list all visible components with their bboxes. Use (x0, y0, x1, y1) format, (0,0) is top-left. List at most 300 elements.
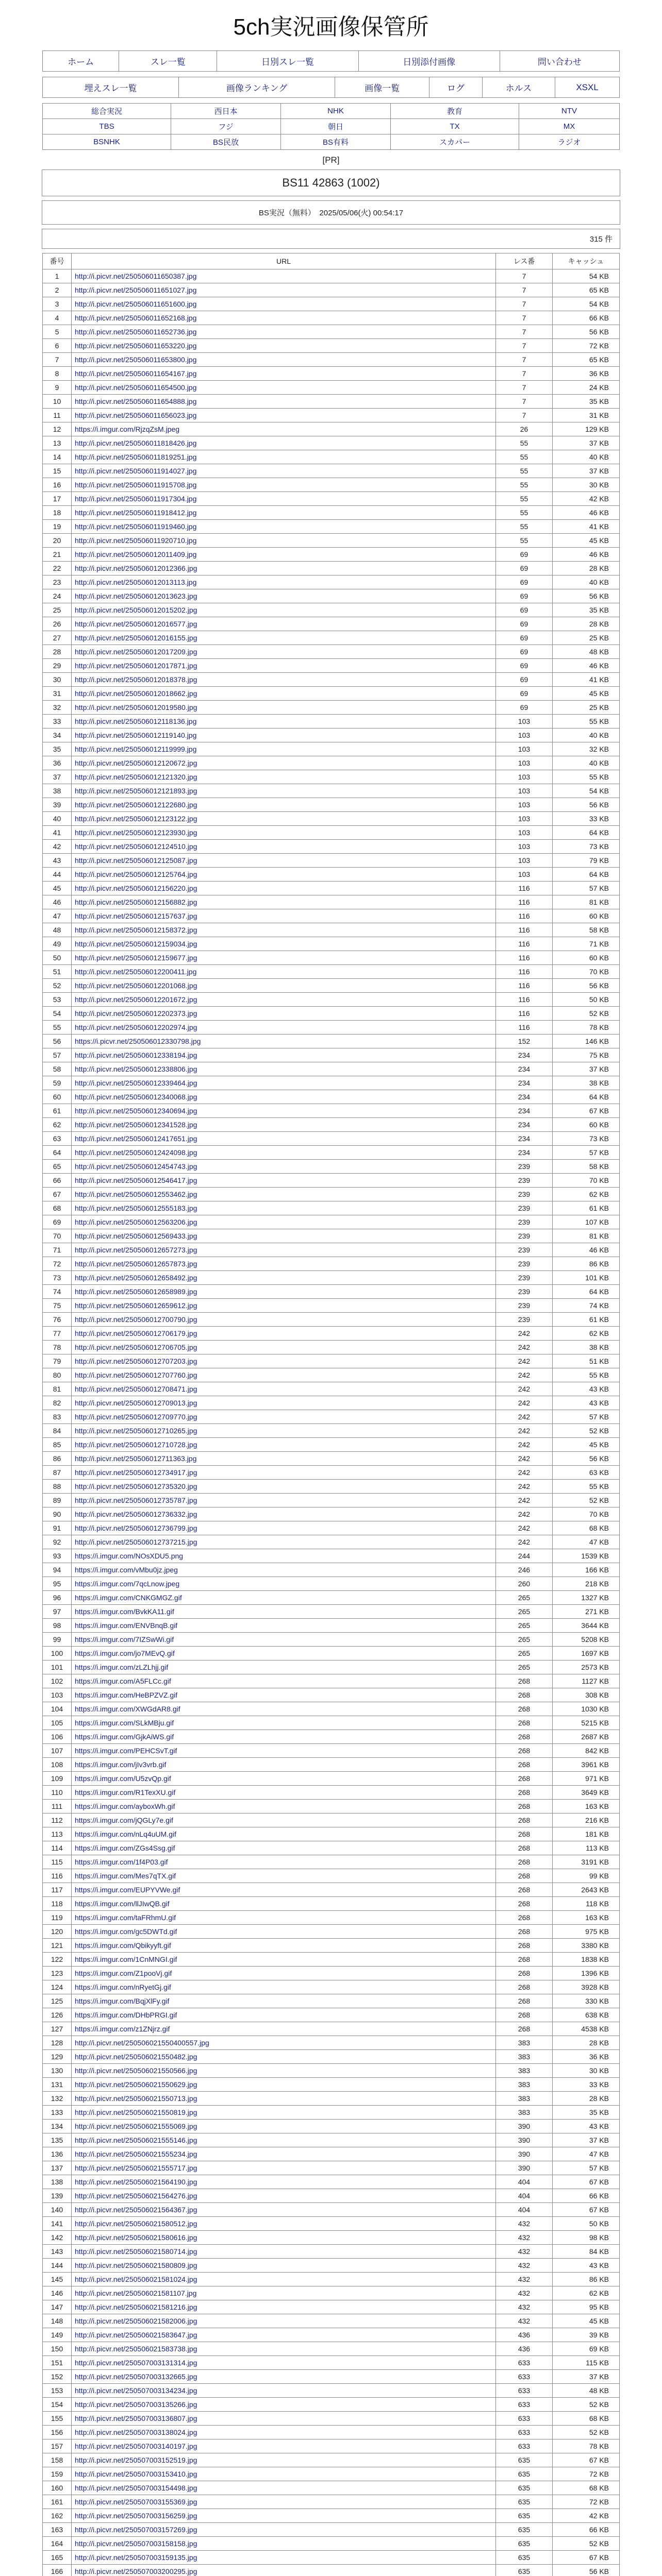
row-cache-size[interactable]: 2573 KB (553, 1660, 620, 1674)
row-res-number[interactable]: 242 (496, 1452, 553, 1466)
menu-xsxl[interactable]: XSXL (555, 77, 620, 98)
image-url-link[interactable]: http://i.picvr.net/250506012569433.jpg (75, 1232, 197, 1240)
image-url-link[interactable]: http://i.picvr.net/250506012341528.jpg (75, 1121, 197, 1129)
image-url-link[interactable]: https://i.imgur.com/CNKGMGZ.gif (75, 1594, 182, 1602)
image-url-link[interactable]: http://i.picvr.net/250506011653800.jpg (75, 355, 197, 364)
row-res-number[interactable]: 152 (496, 1035, 553, 1048)
row-res-number[interactable]: 268 (496, 1967, 553, 1980)
row-res-number[interactable]: 635 (496, 2565, 553, 2576)
row-cache-size[interactable]: 3928 KB (553, 1980, 620, 1994)
row-res-number[interactable]: 268 (496, 2008, 553, 2022)
row-cache-size[interactable]: 38 KB (553, 1341, 620, 1354)
image-url-link[interactable]: http://i.picvr.net/250506011654888.jpg (75, 397, 197, 405)
image-url-link[interactable]: http://i.picvr.net/250506021550713.jpg (75, 2094, 197, 2103)
row-res-number[interactable]: 633 (496, 2384, 553, 2398)
row-cache-size[interactable]: 129 KB (553, 422, 620, 436)
row-res-number[interactable]: 26 (496, 422, 553, 436)
row-cache-size[interactable]: 66 KB (553, 2189, 620, 2203)
row-res-number[interactable]: 268 (496, 1716, 553, 1730)
image-url-link[interactable]: http://i.picvr.net/250506011652168.jpg (75, 314, 197, 322)
image-url-link[interactable]: http://i.picvr.net/250506012015202.jpg (75, 606, 197, 614)
row-cache-size[interactable]: 166 KB (553, 1563, 620, 1577)
row-cache-size[interactable]: 118 KB (553, 1897, 620, 1911)
image-url-link[interactable]: http://i.picvr.net/250506012122680.jpg (75, 801, 197, 809)
row-cache-size[interactable]: 61 KB (553, 1201, 620, 1215)
image-url-link[interactable]: http://i.picvr.net/250506021564190.jpg (75, 2178, 197, 2186)
row-cache-size[interactable]: 28 KB (553, 562, 620, 575)
row-res-number[interactable]: 239 (496, 1271, 553, 1285)
image-url-link[interactable]: http://i.picvr.net/250506012735787.jpg (75, 1496, 197, 1504)
menu-thread-list[interactable]: スレ一覧 (119, 51, 217, 72)
row-res-number[interactable]: 265 (496, 1619, 553, 1633)
row-res-number[interactable]: 383 (496, 2106, 553, 2120)
row-cache-size[interactable]: 50 KB (553, 2217, 620, 2231)
row-res-number[interactable]: 69 (496, 575, 553, 589)
image-url-link[interactable]: https://i.imgur.com/BvkKA11.gif (75, 1607, 174, 1616)
row-res-number[interactable]: 55 (496, 534, 553, 548)
row-res-number[interactable]: 383 (496, 2092, 553, 2106)
row-res-number[interactable]: 268 (496, 1953, 553, 1967)
menu-log[interactable]: ログ (429, 77, 482, 98)
image-url-link[interactable]: http://i.picvr.net/250506021581107.jpg (75, 2289, 197, 2297)
image-url-link[interactable]: http://i.picvr.net/250506012125087.jpg (75, 856, 197, 865)
image-url-link[interactable]: https://i.imgur.com/gc5DWTd.gif (75, 1927, 177, 1936)
row-cache-size[interactable]: 72 KB (553, 2495, 620, 2509)
row-res-number[interactable]: 635 (496, 2523, 553, 2537)
row-cache-size[interactable]: 61 KB (553, 1313, 620, 1327)
image-url-link[interactable]: http://i.picvr.net/250506012339464.jpg (75, 1079, 197, 1087)
row-cache-size[interactable]: 71 KB (553, 937, 620, 951)
row-res-number[interactable]: 635 (496, 2537, 553, 2551)
row-res-number[interactable]: 242 (496, 1382, 553, 1396)
row-cache-size[interactable]: 146 KB (553, 1035, 620, 1048)
row-cache-size[interactable]: 37 KB (553, 2370, 620, 2384)
image-url-link[interactable]: http://i.picvr.net/250506012016577.jpg (75, 620, 197, 628)
row-cache-size[interactable]: 33 KB (553, 812, 620, 826)
row-cache-size[interactable]: 57 KB (553, 1146, 620, 1160)
row-res-number[interactable]: 7 (496, 311, 553, 325)
row-res-number[interactable]: 69 (496, 548, 553, 562)
row-cache-size[interactable]: 39 KB (553, 2328, 620, 2342)
channel-link[interactable]: ラジオ (519, 134, 620, 150)
row-cache-size[interactable]: 107 KB (553, 1215, 620, 1229)
image-url-link[interactable]: http://i.picvr.net/250506012736799.jpg (75, 1524, 197, 1532)
image-url-link[interactable]: http://i.picvr.net/250506021550819.jpg (75, 2108, 197, 2116)
row-cache-size[interactable]: 51 KB (553, 1354, 620, 1368)
image-url-link[interactable]: http://i.picvr.net/250506012735320.jpg (75, 1482, 197, 1490)
row-res-number[interactable]: 242 (496, 1507, 553, 1521)
image-url-link[interactable]: http://i.picvr.net/250506021550482.jpg (75, 2053, 197, 2061)
row-res-number[interactable]: 633 (496, 2439, 553, 2453)
image-url-link[interactable]: https://i.imgur.com/ayboxWh.gif (75, 1802, 175, 1810)
row-cache-size[interactable]: 68 KB (553, 2481, 620, 2495)
row-cache-size[interactable]: 1539 KB (553, 1549, 620, 1563)
row-cache-size[interactable]: 48 KB (553, 2384, 620, 2398)
row-cache-size[interactable]: 98 KB (553, 2231, 620, 2245)
image-url-link[interactable]: https://i.imgur.com/vMbu0jz.jpeg (75, 1566, 178, 1574)
image-url-link[interactable]: https://i.imgur.com/DHbPRGI.gif (75, 2011, 177, 2019)
row-cache-size[interactable]: 56 KB (553, 979, 620, 993)
image-url-link[interactable]: http://i.picvr.net/250506012125764.jpg (75, 870, 197, 878)
row-res-number[interactable]: 69 (496, 631, 553, 645)
row-cache-size[interactable]: 54 KB (553, 784, 620, 798)
image-url-link[interactable]: http://i.picvr.net/250506012013113.jpg (75, 578, 197, 586)
image-url-link[interactable]: http://i.picvr.net/250507003152519.jpg (75, 2456, 197, 2464)
image-url-link[interactable]: http://i.picvr.net/250506021564276.jpg (75, 2192, 197, 2200)
row-res-number[interactable]: 7 (496, 381, 553, 395)
row-res-number[interactable]: 116 (496, 1007, 553, 1021)
channel-link[interactable]: BSNHK (43, 134, 171, 150)
row-cache-size[interactable]: 69 KB (553, 2342, 620, 2356)
image-url-link[interactable]: http://i.picvr.net/250506012659612.jpg (75, 1301, 197, 1310)
image-url-link[interactable]: http://i.picvr.net/250506012159034.jpg (75, 940, 197, 948)
row-cache-size[interactable]: 46 KB (553, 506, 620, 520)
row-res-number[interactable]: 103 (496, 770, 553, 784)
row-cache-size[interactable]: 45 KB (553, 687, 620, 701)
row-cache-size[interactable]: 46 KB (553, 659, 620, 673)
row-cache-size[interactable]: 64 KB (553, 1285, 620, 1299)
row-cache-size[interactable]: 56 KB (553, 325, 620, 339)
row-res-number[interactable]: 242 (496, 1438, 553, 1452)
image-url-link[interactable]: https://i.imgur.com/z1ZNjrz.gif (75, 2025, 170, 2033)
row-cache-size[interactable]: 40 KB (553, 756, 620, 770)
channel-link[interactable]: スカパー (390, 134, 519, 150)
row-cache-size[interactable]: 25 KB (553, 701, 620, 715)
image-url-link[interactable]: http://i.picvr.net/250507003131314.jpg (75, 2359, 197, 2367)
image-url-link[interactable]: https://i.imgur.com/R1TexXU.gif (75, 1788, 176, 1797)
row-cache-size[interactable]: 55 KB (553, 1480, 620, 1494)
row-cache-size[interactable]: 43 KB (553, 1382, 620, 1396)
row-cache-size[interactable]: 38 KB (553, 1076, 620, 1090)
image-url-link[interactable]: http://i.picvr.net/250506011651027.jpg (75, 286, 197, 294)
row-res-number[interactable]: 116 (496, 909, 553, 923)
image-url-link[interactable]: https://i.imgur.com/HeBPZVZ.gif (75, 1691, 178, 1699)
row-cache-size[interactable]: 73 KB (553, 840, 620, 854)
image-url-link[interactable]: http://i.picvr.net/250507003136807.jpg (75, 2414, 197, 2422)
row-cache-size[interactable]: 3380 KB (553, 1939, 620, 1953)
image-url-link[interactable]: http://i.picvr.net/250506012119999.jpg (75, 745, 197, 753)
row-res-number[interactable]: 239 (496, 1243, 553, 1257)
image-url-link[interactable]: http://i.picvr.net/250506021555069.jpg (75, 2122, 197, 2130)
row-res-number[interactable]: 404 (496, 2203, 553, 2217)
image-url-link[interactable]: http://i.picvr.net/250507003155369.jpg (75, 2498, 197, 2506)
image-url-link[interactable]: https://i.imgur.com/Mes7qTX.gif (75, 1872, 176, 1880)
image-url-link[interactable]: https://i.imgur.com/ENVBnqB.gif (75, 1621, 178, 1630)
image-url-link[interactable]: https://i.imgur.com/nLq4uUM.gif (75, 1830, 176, 1838)
channel-link[interactable]: 朝日 (281, 119, 391, 134)
image-url-link[interactable]: https://i.imgur.com/XWGdAR8.gif (75, 1705, 180, 1713)
image-url-link[interactable]: http://i.picvr.net/250506021550400557.jpg (75, 2039, 209, 2047)
row-res-number[interactable]: 383 (496, 2036, 553, 2050)
image-url-link[interactable]: http://i.picvr.net/250506012707760.jpg (75, 1371, 197, 1379)
row-res-number[interactable]: 633 (496, 2370, 553, 2384)
image-url-link[interactable]: http://i.picvr.net/250506012709013.jpg (75, 1399, 197, 1407)
row-res-number[interactable]: 432 (496, 2273, 553, 2286)
row-cache-size[interactable]: 2687 KB (553, 1730, 620, 1744)
row-cache-size[interactable]: 42 KB (553, 2509, 620, 2523)
row-res-number[interactable]: 7 (496, 325, 553, 339)
thread-title[interactable]: BS11 42863 (1002) (42, 170, 620, 196)
channel-link[interactable]: TX (390, 119, 519, 134)
row-cache-size[interactable]: 35 KB (553, 2106, 620, 2120)
row-cache-size[interactable]: 28 KB (553, 2036, 620, 2050)
row-cache-size[interactable]: 73 KB (553, 1132, 620, 1146)
row-res-number[interactable]: 116 (496, 965, 553, 979)
row-res-number[interactable]: 103 (496, 840, 553, 854)
row-res-number[interactable]: 268 (496, 1925, 553, 1939)
row-res-number[interactable]: 242 (496, 1480, 553, 1494)
row-cache-size[interactable]: 40 KB (553, 575, 620, 589)
row-cache-size[interactable]: 1697 KB (553, 1647, 620, 1660)
row-res-number[interactable]: 55 (496, 464, 553, 478)
image-url-link[interactable]: http://i.picvr.net/250506012017871.jpg (75, 662, 197, 670)
channel-link[interactable]: NHK (281, 104, 391, 119)
image-url-link[interactable]: http://i.picvr.net/250506012338806.jpg (75, 1065, 197, 1073)
image-url-link[interactable]: http://i.picvr.net/250506011656023.jpg (75, 411, 197, 419)
row-cache-size[interactable]: 24 KB (553, 381, 620, 395)
image-url-link[interactable]: http://i.picvr.net/250506021581216.jpg (75, 2303, 197, 2311)
row-cache-size[interactable]: 74 KB (553, 1299, 620, 1313)
image-url-link[interactable]: http://i.picvr.net/250506012201068.jpg (75, 981, 197, 990)
row-cache-size[interactable]: 52 KB (553, 1424, 620, 1438)
row-res-number[interactable]: 239 (496, 1201, 553, 1215)
row-res-number[interactable]: 239 (496, 1188, 553, 1201)
row-cache-size[interactable]: 66 KB (553, 311, 620, 325)
row-cache-size[interactable]: 216 KB (553, 1814, 620, 1827)
image-url-link[interactable]: http://i.picvr.net/250506021580616.jpg (75, 2233, 197, 2242)
row-res-number[interactable]: 383 (496, 2064, 553, 2078)
row-cache-size[interactable]: 30 KB (553, 478, 620, 492)
row-cache-size[interactable]: 60 KB (553, 909, 620, 923)
row-res-number[interactable]: 390 (496, 2161, 553, 2175)
image-url-link[interactable]: http://i.picvr.net/250506012709770.jpg (75, 1413, 197, 1421)
row-res-number[interactable]: 436 (496, 2342, 553, 2356)
row-cache-size[interactable]: 45 KB (553, 1438, 620, 1452)
image-url-link[interactable]: http://i.picvr.net/250506021550566.jpg (75, 2066, 197, 2075)
row-res-number[interactable]: 7 (496, 283, 553, 297)
row-cache-size[interactable]: 46 KB (553, 1243, 620, 1257)
row-cache-size[interactable]: 32 KB (553, 742, 620, 756)
row-res-number[interactable]: 103 (496, 826, 553, 840)
row-res-number[interactable]: 268 (496, 1800, 553, 1814)
row-res-number[interactable]: 234 (496, 1076, 553, 1090)
row-cache-size[interactable]: 60 KB (553, 951, 620, 965)
image-url-link[interactable]: http://i.picvr.net/250506012658989.jpg (75, 1287, 197, 1296)
image-url-link[interactable]: http://i.picvr.net/250506021582006.jpg (75, 2317, 197, 2325)
image-url-link[interactable]: http://i.picvr.net/250506012201672.jpg (75, 995, 197, 1004)
row-res-number[interactable]: 116 (496, 1021, 553, 1035)
row-res-number[interactable]: 268 (496, 1994, 553, 2008)
row-cache-size[interactable]: 330 KB (553, 1994, 620, 2008)
image-url-link[interactable]: http://i.picvr.net/250506011819251.jpg (75, 453, 197, 461)
row-cache-size[interactable]: 163 KB (553, 1800, 620, 1814)
row-res-number[interactable]: 234 (496, 1118, 553, 1132)
row-cache-size[interactable]: 41 KB (553, 673, 620, 687)
row-res-number[interactable]: 103 (496, 715, 553, 728)
row-res-number[interactable]: 234 (496, 1104, 553, 1118)
row-cache-size[interactable]: 1030 KB (553, 1702, 620, 1716)
row-cache-size[interactable]: 971 KB (553, 1772, 620, 1786)
image-url-link[interactable]: http://i.picvr.net/250506011654167.jpg (75, 369, 197, 378)
row-res-number[interactable]: 265 (496, 1660, 553, 1674)
row-res-number[interactable]: 242 (496, 1368, 553, 1382)
row-res-number[interactable]: 268 (496, 1744, 553, 1758)
image-url-link[interactable]: http://i.picvr.net/250506012546417.jpg (75, 1176, 197, 1184)
row-cache-size[interactable]: 64 KB (553, 826, 620, 840)
row-res-number[interactable]: 242 (496, 1424, 553, 1438)
row-res-number[interactable]: 432 (496, 2300, 553, 2314)
row-cache-size[interactable]: 35 KB (553, 603, 620, 617)
image-url-link[interactable]: http://i.picvr.net/250507003156259.jpg (75, 2512, 197, 2520)
row-cache-size[interactable]: 56 KB (553, 798, 620, 812)
image-url-link[interactable]: http://i.picvr.net/250506012700790.jpg (75, 1315, 197, 1324)
row-cache-size[interactable]: 86 KB (553, 1257, 620, 1271)
row-cache-size[interactable]: 46 KB (553, 548, 620, 562)
row-res-number[interactable]: 268 (496, 1688, 553, 1702)
image-url-link[interactable]: http://i.picvr.net/250506011919460.jpg (75, 522, 197, 531)
row-res-number[interactable]: 432 (496, 2245, 553, 2259)
row-res-number[interactable]: 239 (496, 1215, 553, 1229)
row-cache-size[interactable]: 181 KB (553, 1827, 620, 1841)
site-title[interactable]: 5ch実況画像保管所 (233, 14, 429, 40)
image-url-link[interactable]: https://i.imgur.com/BqjXlFy.gif (75, 1997, 170, 2005)
row-cache-size[interactable]: 35 KB (553, 395, 620, 409)
row-res-number[interactable]: 69 (496, 687, 553, 701)
row-res-number[interactable]: 432 (496, 2231, 553, 2245)
row-res-number[interactable]: 383 (496, 2050, 553, 2064)
menu-daily-thread-list[interactable]: 日別スレ一覧 (217, 51, 358, 72)
row-cache-size[interactable]: 57 KB (553, 2161, 620, 2175)
image-url-link[interactable]: http://i.picvr.net/250506012123930.jpg (75, 828, 197, 837)
row-cache-size[interactable]: 47 KB (553, 1535, 620, 1549)
row-res-number[interactable]: 432 (496, 2314, 553, 2328)
image-url-link[interactable]: http://i.picvr.net/250506021550629.jpg (75, 2080, 197, 2089)
row-res-number[interactable]: 635 (496, 2495, 553, 2509)
image-url-link[interactable]: http://i.picvr.net/250506012338194.jpg (75, 1051, 197, 1059)
image-url-link[interactable]: http://i.picvr.net/250506011652736.jpg (75, 328, 197, 336)
row-res-number[interactable]: 633 (496, 2426, 553, 2439)
image-url-link[interactable]: https://i.imgur.com/PEHCSvT.gif (75, 1747, 177, 1755)
row-res-number[interactable]: 268 (496, 1883, 553, 1897)
row-res-number[interactable]: 635 (496, 2509, 553, 2523)
image-url-link[interactable]: http://i.picvr.net/250506012553462.jpg (75, 1190, 197, 1198)
image-url-link[interactable]: http://i.picvr.net/250506011917304.jpg (75, 495, 197, 503)
row-cache-size[interactable]: 218 KB (553, 1577, 620, 1591)
row-cache-size[interactable]: 43 KB (553, 1396, 620, 1410)
row-res-number[interactable]: 635 (496, 2551, 553, 2565)
row-cache-size[interactable]: 63 KB (553, 1466, 620, 1480)
image-url-link[interactable]: https://i.imgur.com/GjkAiWS.gif (75, 1733, 174, 1741)
row-res-number[interactable]: 404 (496, 2175, 553, 2189)
row-res-number[interactable]: 103 (496, 854, 553, 868)
row-cache-size[interactable]: 95 KB (553, 2300, 620, 2314)
row-res-number[interactable]: 116 (496, 979, 553, 993)
image-url-link[interactable]: http://i.picvr.net/250507003132665.jpg (75, 2372, 197, 2381)
image-url-link[interactable]: http://i.picvr.net/250506012017209.jpg (75, 648, 197, 656)
row-cache-size[interactable]: 52 KB (553, 2537, 620, 2551)
row-cache-size[interactable]: 975 KB (553, 1925, 620, 1939)
row-cache-size[interactable]: 78 KB (553, 2439, 620, 2453)
row-res-number[interactable]: 244 (496, 1549, 553, 1563)
row-cache-size[interactable]: 842 KB (553, 1744, 620, 1758)
menu-image-ranking[interactable]: 画像ランキング (179, 77, 335, 98)
row-res-number[interactable]: 268 (496, 1855, 553, 1869)
row-res-number[interactable]: 69 (496, 589, 553, 603)
image-url-link[interactable]: http://i.picvr.net/250507003134234.jpg (75, 2386, 197, 2395)
row-res-number[interactable]: 633 (496, 2398, 553, 2412)
image-url-link[interactable]: http://i.picvr.net/250506012711363.jpg (75, 1454, 197, 1463)
row-res-number[interactable]: 432 (496, 2259, 553, 2273)
image-url-link[interactable]: http://i.picvr.net/250506012710728.jpg (75, 1440, 197, 1449)
row-cache-size[interactable]: 40 KB (553, 728, 620, 742)
row-cache-size[interactable]: 60 KB (553, 1118, 620, 1132)
row-cache-size[interactable]: 5215 KB (553, 1716, 620, 1730)
menu-image-list[interactable]: 画像一覧 (335, 77, 429, 98)
row-res-number[interactable]: 55 (496, 436, 553, 450)
row-cache-size[interactable]: 40 KB (553, 450, 620, 464)
row-res-number[interactable]: 234 (496, 1048, 553, 1062)
image-url-link[interactable]: https://i.imgur.com/jIv3vrb.gif (75, 1760, 167, 1769)
row-res-number[interactable]: 69 (496, 701, 553, 715)
menu-buried-thread-list[interactable]: 埋えスレ一覧 (43, 77, 179, 98)
row-res-number[interactable]: 242 (496, 1354, 553, 1368)
row-res-number[interactable]: 55 (496, 478, 553, 492)
row-cache-size[interactable]: 45 KB (553, 534, 620, 548)
row-res-number[interactable]: 116 (496, 993, 553, 1007)
image-url-link[interactable]: http://i.picvr.net/250506011920710.jpg (75, 536, 197, 545)
row-res-number[interactable]: 633 (496, 2356, 553, 2370)
row-cache-size[interactable]: 67 KB (553, 2551, 620, 2565)
row-cache-size[interactable]: 42 KB (553, 492, 620, 506)
image-url-link[interactable]: http://i.picvr.net/250507003135266.jpg (75, 2400, 197, 2409)
image-url-link[interactable]: http://i.picvr.net/250506011651600.jpg (75, 300, 197, 308)
row-cache-size[interactable]: 56 KB (553, 2565, 620, 2576)
row-res-number[interactable]: 268 (496, 1841, 553, 1855)
row-res-number[interactable]: 268 (496, 2022, 553, 2036)
row-cache-size[interactable]: 45 KB (553, 2314, 620, 2328)
row-res-number[interactable]: 242 (496, 1494, 553, 1507)
image-url-link[interactable]: http://i.picvr.net/250506012340068.jpg (75, 1093, 197, 1101)
channel-link[interactable]: BS有料 (281, 134, 391, 150)
image-url-link[interactable]: http://i.picvr.net/250506012706705.jpg (75, 1343, 197, 1351)
image-url-link[interactable]: http://i.picvr.net/250506012018378.jpg (75, 675, 197, 684)
row-cache-size[interactable]: 37 KB (553, 2133, 620, 2147)
row-res-number[interactable]: 260 (496, 1577, 553, 1591)
image-url-link[interactable]: https://i.picvr.net/250506012330798.jpg (75, 1037, 201, 1045)
row-cache-size[interactable]: 31 KB (553, 409, 620, 422)
row-cache-size[interactable]: 68 KB (553, 1521, 620, 1535)
row-res-number[interactable]: 239 (496, 1299, 553, 1313)
row-cache-size[interactable]: 67 KB (553, 2175, 620, 2189)
row-res-number[interactable]: 268 (496, 1772, 553, 1786)
row-res-number[interactable]: 268 (496, 1814, 553, 1827)
image-url-link[interactable]: https://i.imgur.com/7qcLnow.jpeg (75, 1580, 180, 1588)
image-url-link[interactable]: http://i.picvr.net/250506012657873.jpg (75, 1260, 197, 1268)
row-cache-size[interactable]: 50 KB (553, 993, 620, 1007)
row-res-number[interactable]: 7 (496, 409, 553, 422)
row-res-number[interactable]: 268 (496, 1758, 553, 1772)
channel-link[interactable]: NTV (519, 104, 620, 119)
menu-contact[interactable]: 問い合わせ (500, 51, 619, 72)
row-cache-size[interactable]: 64 KB (553, 868, 620, 882)
row-res-number[interactable]: 103 (496, 728, 553, 742)
row-cache-size[interactable]: 3649 KB (553, 1786, 620, 1800)
image-url-link[interactable]: http://i.picvr.net/250506011650387.jpg (75, 272, 197, 280)
image-url-link[interactable]: http://i.picvr.net/250506012158372.jpg (75, 926, 197, 934)
row-res-number[interactable]: 432 (496, 2286, 553, 2300)
row-cache-size[interactable]: 33 KB (553, 2078, 620, 2092)
row-cache-size[interactable]: 72 KB (553, 2467, 620, 2481)
